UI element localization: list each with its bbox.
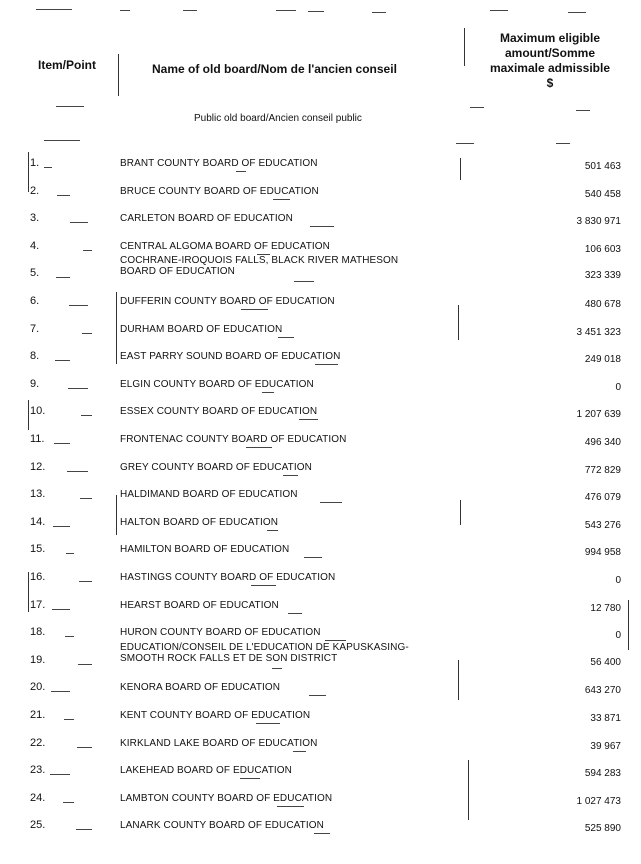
scan-mark [320,502,342,503]
item-number: 3. [30,212,40,224]
board-name-line2: SMOOTH ROCK FALLS ET DE SON DISTRICT [120,653,338,664]
scan-mark [63,802,74,803]
column-header-name: Name of old board/Nom de l'ancien conseil [152,62,397,76]
column-header-item: Item/Point [38,58,97,72]
table-row [0,350,641,378]
maximum-amount: 480 678 [584,299,621,310]
scan-mark [56,277,70,278]
scan-mark [69,305,88,306]
scan-mark [64,719,74,720]
table-row [0,792,641,820]
table-row [0,212,641,240]
maximum-amount: 323 339 [584,270,621,281]
board-name: LAKEHEAD BOARD OF EDUCATION [120,765,292,776]
board-name: DUFFERIN COUNTY BOARD OF EDUCATION [120,296,335,307]
table-row [0,764,641,792]
scan-mark [576,110,590,111]
item-number: 21. [30,709,46,721]
scan-mark [70,222,88,223]
scan-mark [78,664,92,665]
table-row [0,819,641,847]
maximum-amount: 543 276 [584,520,621,531]
maximum-amount: 3 830 971 [576,216,621,227]
column-rule [458,305,459,340]
maximum-amount: 496 340 [584,437,621,448]
scan-mark [80,498,92,499]
maximum-amount: 249 018 [584,354,621,365]
scan-mark [267,530,278,531]
scan-mark [241,309,268,310]
maximum-amount: 0 [615,382,621,393]
board-name: LANARK COUNTY BOARD OF EDUCATION [120,820,324,831]
scan-mark [304,557,322,558]
scan-mark [278,337,294,338]
item-number: 25. [30,819,46,831]
board-name: HASTINGS COUNTY BOARD OF EDUCATION [120,572,336,583]
board-name: KIRKLAND LAKE BOARD OF EDUCATION [120,738,318,749]
board-name-line1: COCHRANE-IROQUOIS FALLS, BLACK RIVER MATHESON [120,255,399,266]
board-name: BRUCE COUNTY BOARD OF EDUCATION [120,186,319,197]
board-name: HEARST BOARD OF EDUCATION [120,600,279,611]
table-row [0,599,641,627]
scan-mark [299,419,318,420]
table-row [0,516,641,544]
scan-mark [54,443,70,444]
column-header-amount-line2: amount/Somme [504,46,595,60]
scan-mark [272,668,282,669]
board-name [120,255,398,277]
board-name-line2: BOARD OF EDUCATION [120,266,235,277]
table-row [0,157,641,185]
table-row [0,461,641,489]
scan-mark [82,333,92,334]
scan-mark [372,12,386,13]
column-header-amount-line1: Maximum eligible [499,31,601,45]
table-row [0,295,641,323]
scan-mark [490,10,508,11]
item-number: 12. [30,461,46,473]
scan-mark [568,12,586,13]
item-number: 16. [30,571,46,583]
column-rule [464,28,465,66]
column-rule [460,158,461,180]
scan-mark [183,10,197,11]
scan-mark [325,640,346,641]
scan-mark [276,10,296,11]
board-name: ELGIN COUNTY BOARD OF EDUCATION [120,379,314,390]
item-number: 7. [30,323,40,335]
table-row [0,255,641,295]
table-row [0,323,641,351]
board-name: HURON COUNTY BOARD OF EDUCATION [120,627,321,638]
maximum-amount: 476 079 [584,492,621,503]
scan-mark [309,695,326,696]
item-number: 2. [30,185,40,197]
maximum-amount: 0 [615,630,621,641]
scan-mark [277,806,304,807]
board-name: GREY COUNTY BOARD OF EDUCATION [120,462,312,473]
scan-mark [294,281,314,282]
board-name: HALTON BOARD OF EDUCATION [120,517,279,528]
item-number: 5. [30,267,40,279]
scan-mark [67,471,88,472]
board-name: CARLETON BOARD OF EDUCATION [120,213,293,224]
maximum-amount: 56 400 [590,657,621,668]
scan-mark [273,199,290,200]
maximum-amount: 501 463 [584,161,621,172]
item-number: 20. [30,681,46,693]
table-row [0,642,641,682]
scan-mark [68,388,88,389]
scan-mark [53,526,70,527]
table-row [0,185,641,213]
scan-mark [236,171,246,172]
table-row [0,405,641,433]
item-number: 6. [30,295,40,307]
maximum-amount: 643 270 [584,685,621,696]
item-number: 14. [30,516,46,528]
column-rule [28,152,29,192]
board-name-line1: EDUCATION/CONSEIL DE L'EDUCATION DE KAPUSKASING- [120,642,409,653]
scan-mark [66,553,74,554]
table-row [0,737,641,765]
scan-mark [283,475,298,476]
scan-mark [56,106,84,107]
column-rule [116,495,117,535]
item-number: 10. [30,405,46,417]
column-rule [118,54,119,96]
scan-mark [314,833,330,834]
table-row [0,571,641,599]
scan-mark [246,447,272,448]
column-rule [628,600,629,650]
item-number: 15. [30,543,46,555]
scan-mark [470,107,484,108]
item-number: 9. [30,378,40,390]
board-name [120,642,409,664]
maximum-amount: 3 451 323 [576,327,621,338]
maximum-amount: 525 890 [584,823,621,834]
column-header-amount-line3: maximale admissible [489,61,611,75]
maximum-amount: 0 [615,575,621,586]
maximum-amount: 106 603 [584,244,621,255]
maximum-amount: 540 458 [584,189,621,200]
scan-mark [262,392,274,393]
maximum-amount: 33 871 [590,713,621,724]
scan-mark [288,613,302,614]
board-name: FRONTENAC COUNTY BOARD OF EDUCATION [120,434,347,445]
table-row [0,433,641,461]
item-number: 1. [30,157,40,169]
scan-mark [251,585,276,586]
table-row [0,488,641,516]
item-number: 19. [30,654,46,666]
scan-mark [52,609,70,610]
column-rule [28,400,29,430]
scan-mark [44,167,52,168]
item-number: 22. [30,737,46,749]
item-number: 13. [30,488,46,500]
column-rule [460,500,461,525]
item-number: 11. [30,433,45,445]
scan-mark [83,250,92,251]
board-name: KENT COUNTY BOARD OF EDUCATION [120,710,311,721]
scan-mark [240,778,260,779]
scan-mark [456,143,474,144]
board-name: ESSEX COUNTY BOARD OF EDUCATION [120,406,318,417]
scan-mark [55,360,70,361]
column-header-amount [470,31,630,91]
table-row [0,681,641,709]
maximum-amount: 39 967 [590,741,621,752]
item-number: 4. [30,240,40,252]
item-number: 8. [30,350,40,362]
scan-mark [79,581,92,582]
scan-mark [315,364,338,365]
table-row [0,709,641,737]
scan-mark [293,751,306,752]
column-rule [458,660,459,700]
maximum-amount: 594 283 [584,768,621,779]
board-name: HALDIMAND BOARD OF EDUCATION [120,489,298,500]
maximum-amount: 772 829 [584,465,621,476]
scan-mark [51,691,70,692]
board-name: HAMILTON BOARD OF EDUCATION [120,544,290,555]
column-rule [28,572,29,612]
scan-mark [81,415,92,416]
table-row [0,378,641,406]
scan-mark [36,9,72,10]
column-header-amount-line4: $ [546,76,554,90]
table-row [0,543,641,571]
board-name: DURHAM BOARD OF EDUCATION [120,324,283,335]
scan-mark [65,636,74,637]
scan-mark [76,829,92,830]
maximum-amount: 1 207 639 [576,409,621,420]
board-name: KENORA BOARD OF EDUCATION [120,682,281,693]
maximum-amount: 994 958 [584,547,621,558]
column-rule [468,760,469,820]
scan-mark [57,195,70,196]
section-subheading: Public old board/Ancien conseil public [194,113,362,124]
scan-mark [44,140,80,141]
board-name: EAST PARRY SOUND BOARD OF EDUCATION [120,351,341,362]
board-name: LAMBTON COUNTY BOARD OF EDUCATION [120,793,333,804]
maximum-amount: 12 780 [590,603,621,614]
scan-mark [120,10,130,11]
item-number: 24. [30,792,46,804]
board-name: CENTRAL ALGOMA BOARD OF EDUCATION [120,241,330,252]
scan-mark [556,143,570,144]
column-rule [116,292,117,364]
item-number: 17. [30,599,46,611]
scan-mark [50,774,70,775]
scan-mark [310,226,334,227]
item-number: 18. [30,626,46,638]
scan-mark [308,11,324,12]
maximum-amount: 1 027 473 [576,796,621,807]
board-name: BRANT COUNTY BOARD OF EDUCATION [120,158,318,169]
scan-mark [77,747,92,748]
item-number: 23. [30,764,46,776]
scan-mark [256,723,280,724]
